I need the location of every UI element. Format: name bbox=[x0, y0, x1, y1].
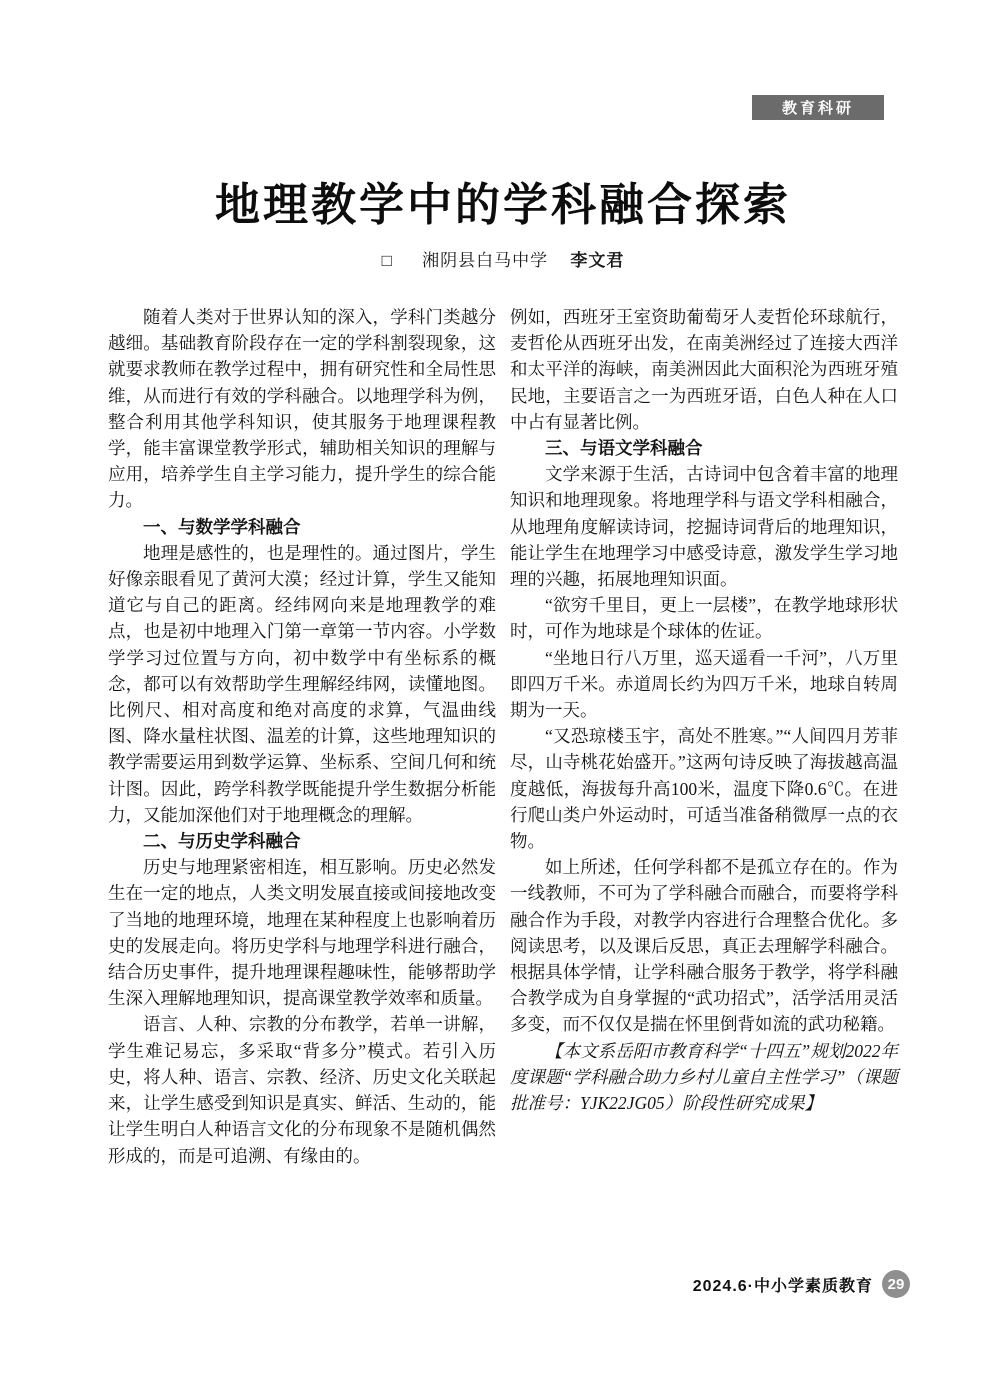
paragraph: 语言、人种、宗教的分布教学，若单一讲解，学生难记易忘，多采取“背多分”模式。若引入历史，将人种、语言、宗教、经济、历史文化关联起来，让学生感受到知识是真实、鲜活、生动的，能让学生明白人种语言文化的分布现象不是随机偶然形成的，而是可追溯、有缘由的。 bbox=[108, 1014, 496, 1166]
page-footer bbox=[693, 1270, 910, 1298]
author-marker-square: □ bbox=[381, 251, 392, 270]
paragraph: 地理是感性的，也是理性的。通过图片，学生好像亲眼看见了黄河大漠；经过计算，学生又能知道它与自己的距离。经纬网向来是地理教学的难点，也是初中地理入门第一章第一节内容。小学数学学习过位置与方向，初中数学中有坐标系的概念，都可以有效帮助学生理解经纬网，读懂地图。比例尺、相对高度和绝对高度的求算，气温曲线图、降水量柱状图、温差的计算，这些地理知识的教学需要运用到数学运算、坐标系、空间几何和统计图。因此，跨学科教学既能提升学生数据分析能力，又能加深他们对于地理概念的理解。 bbox=[108, 542, 496, 825]
right-column bbox=[510, 304, 898, 1169]
paragraph: 历史与地理紧密相连，相互影响。历史必然发生在一定的地点，人类文明发展直接或间接地改变了当地的地理环境，地理在某种程度上也影响着历史的发展走向。将历史学科与地理学科进行融合，结合历史事件，提升地理课程趣味性，能够帮助学生深入理解地理知识，提高课堂教学效率和质量。 bbox=[108, 857, 496, 1009]
paragraph: 如上所述，任何学科都不是孤立存在的。作为一线教师，不可为了学科融合而融合，而要将学科融合作为手段，对教学内容进行合理整合优化。多阅读思考，以及课后反思，真正去理解学科融合。根据具体学情，让学科融合服务于教学，将学科融合教学成为自身掌握的“武功招式”，活学活用灵活多变，而不仅仅是揣在怀里倒背如流的武功秘籍。 bbox=[510, 857, 898, 1035]
footer-separator: · bbox=[747, 1277, 754, 1295]
section-heading: 一、与数学学科融合 bbox=[143, 516, 301, 537]
article-title: 地理教学中的学科融合探索 bbox=[214, 180, 791, 230]
section-heading: 二、与历史学科融合 bbox=[143, 831, 301, 852]
left-column bbox=[108, 304, 496, 1169]
paragraph: 例如，西班牙王室资助葡萄牙人麦哲伦环球航行，麦哲伦从西班牙出发，在南美洲经过了连接大西洋和太平洋的海峡，南美洲因此大面积沦为西班牙殖民地，主要语言之一为西班牙语，白色人种在人口中占有显著比例。 bbox=[510, 307, 898, 432]
paragraph: “欲穷千里目，更上一层楼”，在教学地球形状时，可作为地球是个球体的佐证。 bbox=[510, 595, 898, 642]
journal-issue-line bbox=[693, 1273, 873, 1296]
article-body bbox=[108, 304, 898, 1169]
footer-issue: 2024.6 bbox=[692, 1277, 748, 1295]
footer-journal-name: 中小学素质教育 bbox=[753, 1277, 873, 1295]
paragraph: 文学来源于生活，古诗词中包含着丰富的地理知识和地理现象。将地理学科与语文学科相融合，从地理角度解读诗词，挖掘诗词背后的地理知识，能让学生在地理学习中感受诗意，激发学生学习地理的兴趣，拓展地理知识面。 bbox=[510, 464, 898, 590]
author-name: 李文君 bbox=[570, 251, 625, 270]
section-heading: 三、与语文学科融合 bbox=[545, 438, 703, 459]
section-badge: 教育科研 bbox=[752, 95, 884, 120]
paragraph: 随着人类对于世界认知的深入，学科门类越分越细。基础教育阶段存在一定的学科割裂现象，这就要求教师在教学过程中，拥有研究性和全局性思维，从而进行有效的学科融合。以地理学科为例，整合利用其他学科知识，使其服务于地理课程教学，能丰富课堂教学形式，辅助相关知识的理解与应用，培养学生自主学习能力，提升学生的综合能力。 bbox=[108, 307, 496, 511]
paragraph: 【本文系岳阳市教育科学“十四五”规划2022年度课题“学科融合助力乡村儿童自主性学习”（课题批准号：YJK22JG05）阶段性研究成果】 bbox=[510, 1040, 898, 1114]
paragraph: “坐地日行八万里，巡天遥看一千河”，八万里即四万千米。赤道周长约为四万千米，地球自转周期为一天。 bbox=[510, 647, 898, 721]
paragraph: “又恐琼楼玉宇，高处不胜寒。”“人间四月芳菲尽，山寺桃花始盛开。”这两句诗反映了海拔越高温度越低，海拔每升高100米，温度下降0.6℃。在进行爬山类户外运动时，可适当准备稍微厚一点的衣物。 bbox=[510, 726, 898, 852]
page-number-badge: 29 bbox=[882, 1270, 910, 1298]
author-line bbox=[0, 246, 1006, 271]
author-affiliation: 湘阴县白马中学 bbox=[422, 251, 549, 270]
